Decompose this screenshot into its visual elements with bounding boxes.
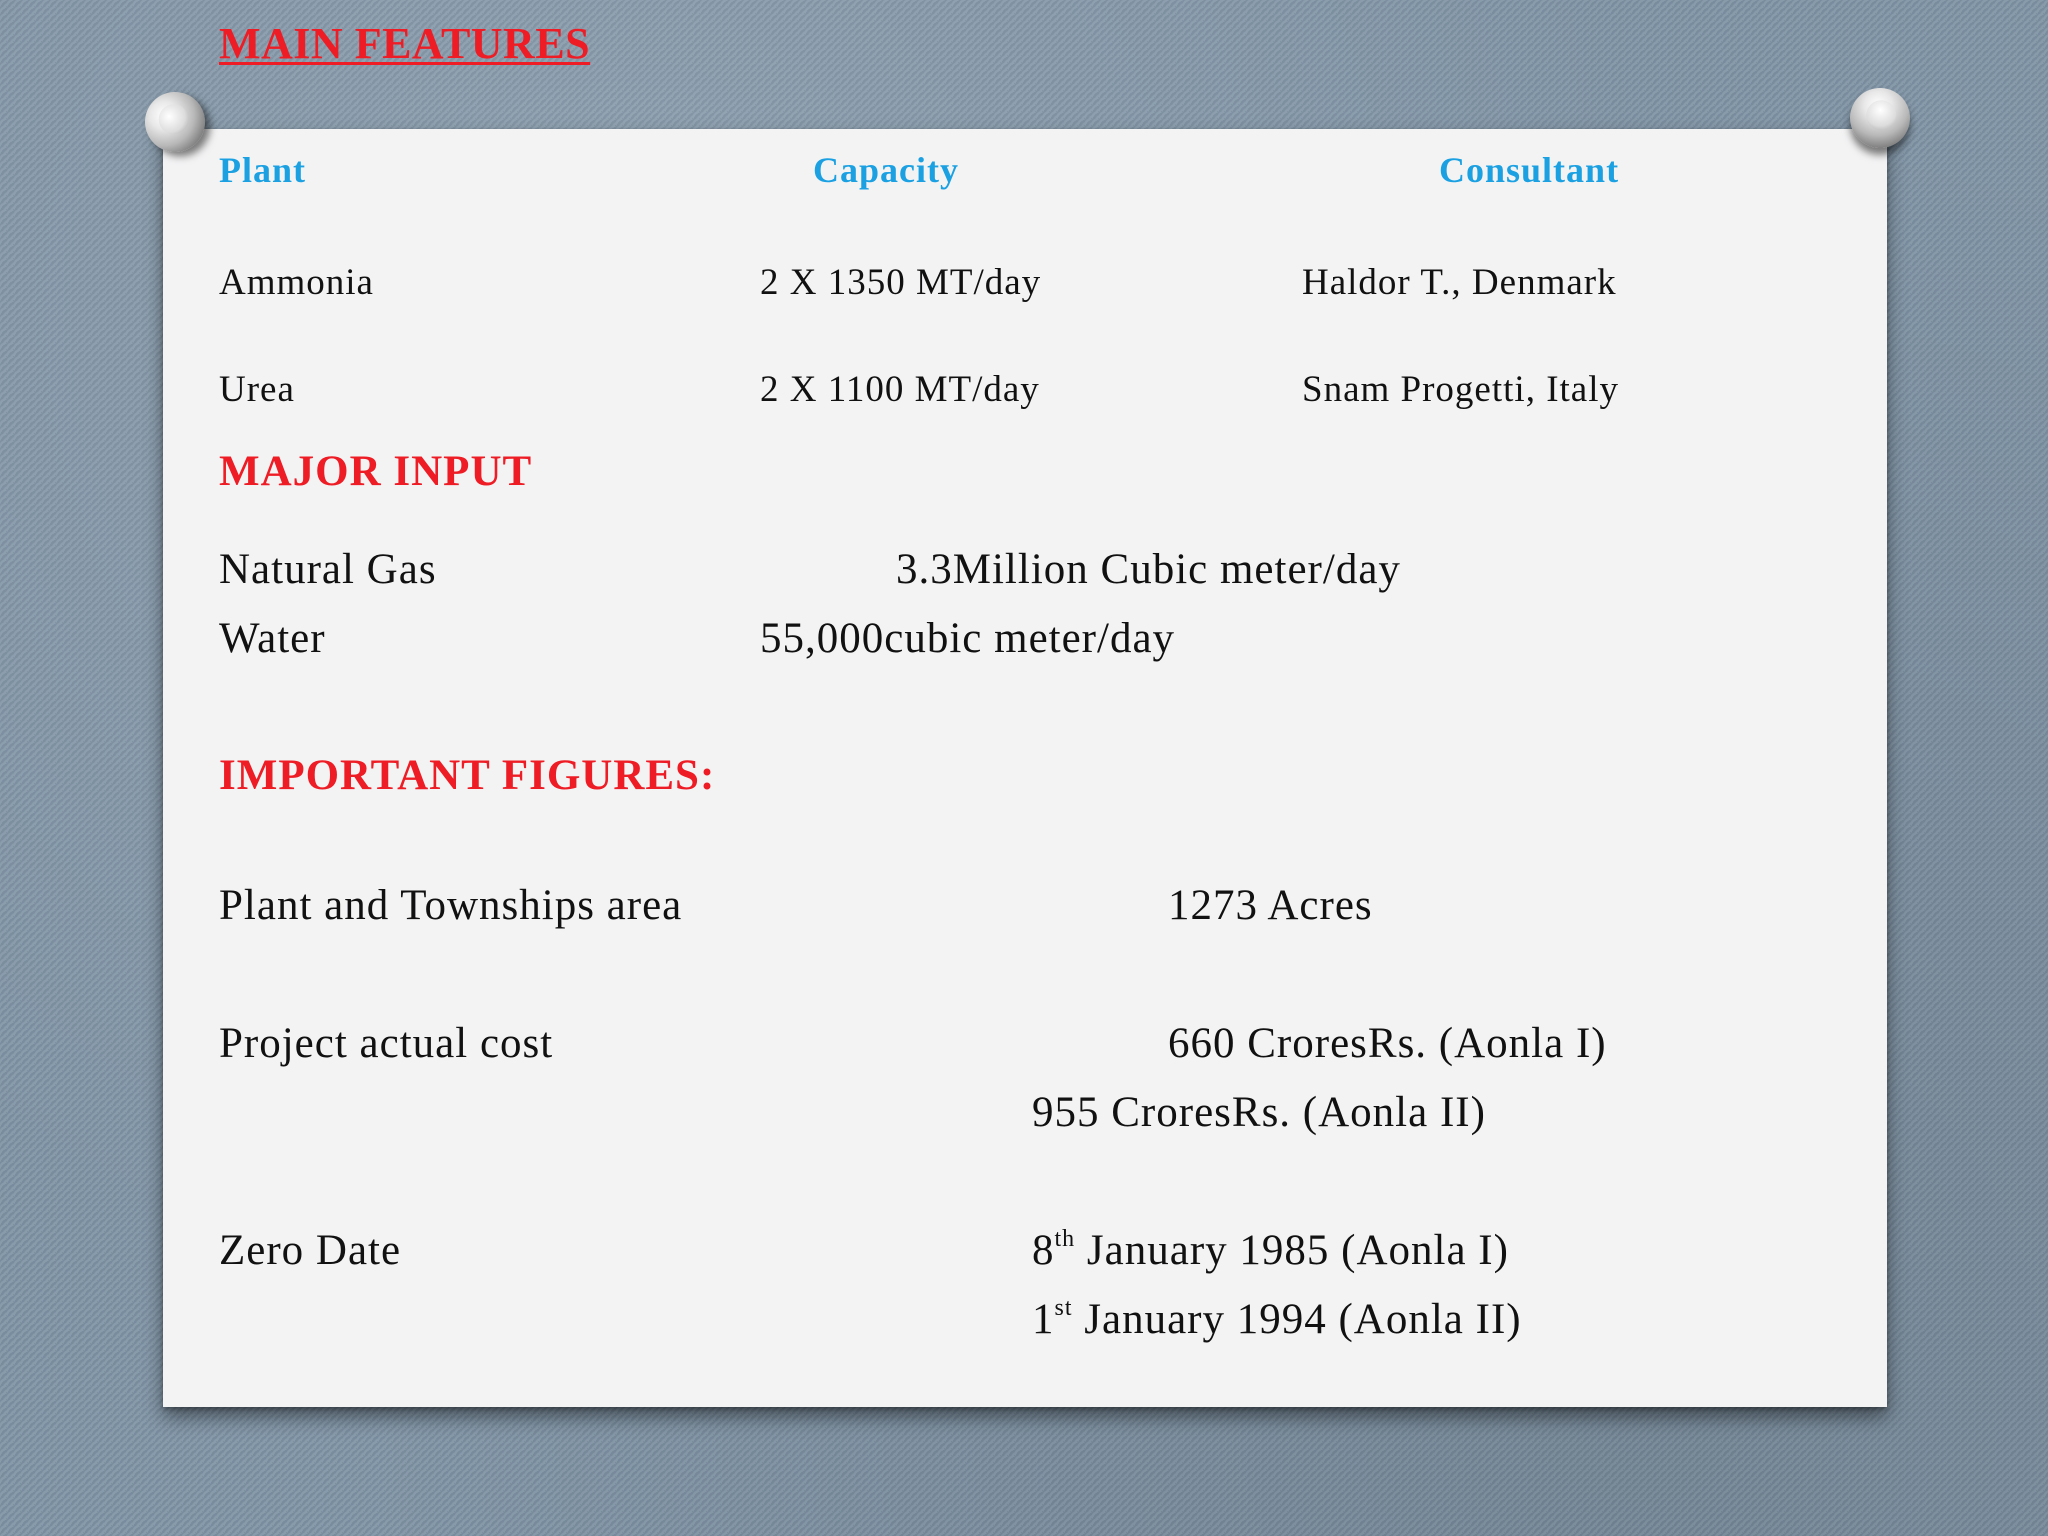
date-ordinal-suffix: th (1054, 1226, 1076, 1252)
figure-label-cost: Project actual cost (219, 1020, 554, 1067)
figure-value-zero-date-aonla-2 (1032, 1295, 1522, 1344)
date-rest: January 1994 (Aonla II) (1072, 1296, 1522, 1343)
input-label: Water (219, 615, 326, 662)
column-header-consultant: Consultant (1439, 150, 1620, 190)
figure-value-cost-aonla-2: 955 CroresRs. (Aonla II) (1032, 1089, 1486, 1136)
figure-value-area: 1273 Acres (1168, 882, 1373, 929)
section-heading-major-input: MAJOR INPUT (219, 448, 533, 495)
date-rest: January 1985 (Aonla I) (1075, 1227, 1509, 1274)
section-heading-important-figures: IMPORTANT FIGURES: (219, 752, 716, 799)
figure-label-area: Plant and Townships area (219, 882, 683, 929)
input-value: 55,000cubic meter/day (760, 615, 1176, 662)
input-label: Natural Gas (219, 546, 437, 593)
plant-name: Urea (219, 369, 295, 410)
plant-capacity: 2 X 1350 MT/day (760, 262, 1042, 303)
plant-consultant: Haldor T., Denmark (1302, 262, 1617, 303)
figure-value-cost-aonla-1: 660 CroresRs. (Aonla I) (1168, 1020, 1607, 1067)
plant-capacity: 2 X 1100 MT/day (760, 369, 1040, 410)
input-value: 3.3Million Cubic meter/day (896, 546, 1401, 593)
date-ordinal-suffix: st (1054, 1295, 1073, 1321)
plant-consultant: Snam Progetti, Italy (1302, 369, 1619, 410)
date-day: 1 (1032, 1296, 1055, 1343)
column-header-plant: Plant (219, 150, 307, 190)
slide-title: MAIN FEATURES (219, 19, 591, 68)
column-header-capacity: Capacity (813, 150, 959, 190)
figure-label-zero-date: Zero Date (219, 1227, 402, 1274)
plant-name: Ammonia (219, 262, 374, 303)
date-day: 8 (1032, 1227, 1055, 1274)
figure-value-zero-date-aonla-1 (1032, 1226, 1509, 1275)
